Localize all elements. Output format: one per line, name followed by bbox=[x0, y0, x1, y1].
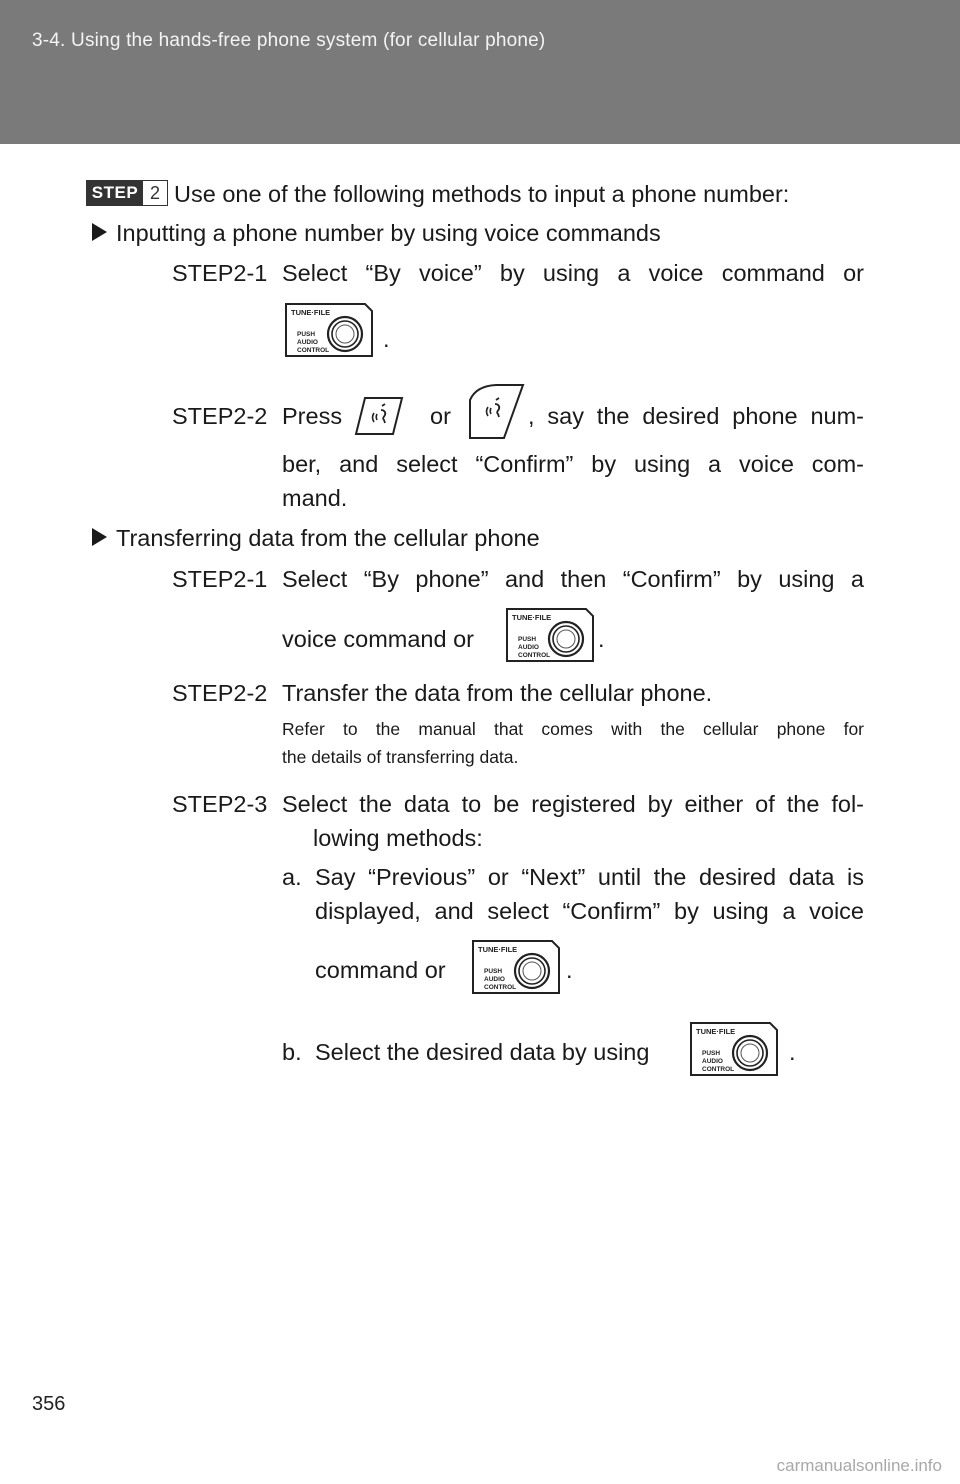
transfer-note-line1: Refer to the manual that comes with the cellular phone for bbox=[282, 719, 864, 739]
voice-step1-end: . bbox=[383, 326, 390, 352]
voice-step1-label: STEP2-1 bbox=[172, 260, 268, 286]
tune-file-knob-icon bbox=[504, 607, 596, 663]
transfer-step2-text: Transfer the data from the cellular phone. bbox=[282, 680, 713, 706]
step-badge-label: STEP bbox=[87, 181, 143, 205]
knob-label-control: CONTROL bbox=[702, 1066, 735, 1073]
transfer-step3-label: STEP2-3 bbox=[172, 791, 268, 817]
option-a-line3: command or bbox=[315, 957, 446, 983]
transfer-step1-end: . bbox=[598, 626, 605, 652]
knob-label-audio: AUDIO bbox=[484, 976, 505, 983]
option-b-text: Select the desired data by using bbox=[315, 1039, 650, 1065]
option-a-label: a. bbox=[282, 864, 302, 890]
page-number: 356 bbox=[32, 1393, 66, 1415]
voice-step2-rest: , say the desired phone num- bbox=[528, 403, 864, 429]
option-a-line1: Say “Previous” or “Next” until the desired data is bbox=[315, 864, 864, 890]
knob-label-control: CONTROL bbox=[297, 347, 330, 354]
option-a-line2: displayed, and select “Confirm” by using a voice bbox=[315, 898, 864, 924]
voice-step1-text: Select “By voice” by using a voice command or bbox=[282, 260, 864, 286]
tune-file-knob-icon bbox=[283, 302, 375, 358]
voice-step2-line3: mand. bbox=[282, 485, 348, 511]
transfer-method-heading: Transferring data from the cellular phone bbox=[116, 525, 540, 551]
option-b-label: b. bbox=[282, 1039, 302, 1065]
knob-label-push: PUSH bbox=[518, 636, 537, 643]
knob-label-tune-file: TUNE·FILE bbox=[512, 613, 552, 622]
transfer-step3-line1: Select the data to be registered by either of the fol- bbox=[282, 791, 864, 817]
knob-label-audio: AUDIO bbox=[702, 1058, 723, 1065]
knob-label-audio: AUDIO bbox=[518, 644, 539, 651]
voice-step2-label: STEP2-2 bbox=[172, 403, 268, 429]
option-b-end: . bbox=[789, 1039, 796, 1065]
section-title: 3-4. Using the hands-free phone system (for cellular phone) bbox=[32, 30, 546, 51]
talk-switch-alt-icon bbox=[466, 382, 526, 447]
transfer-step2-label: STEP2-2 bbox=[172, 680, 268, 706]
step-intro: Use one of the following methods to input a phone number: bbox=[174, 181, 790, 207]
transfer-step1-label: STEP2-1 bbox=[172, 566, 268, 592]
transfer-step1-line2: voice command or bbox=[282, 626, 474, 652]
step-badge-number: 2 bbox=[149, 182, 160, 203]
knob-label-push: PUSH bbox=[484, 968, 503, 975]
transfer-note-line2: the details of transferring data. bbox=[282, 747, 519, 767]
knob-label-tune-file: TUNE·FILE bbox=[696, 1027, 736, 1036]
step-badge bbox=[86, 180, 168, 206]
knob-label-control: CONTROL bbox=[484, 984, 517, 991]
option-a-end: . bbox=[566, 957, 573, 983]
knob-label-tune-file: TUNE·FILE bbox=[291, 308, 331, 317]
transfer-step3-line2: lowing methods: bbox=[313, 825, 483, 851]
knob-label-push: PUSH bbox=[297, 331, 316, 338]
voice-step2-or: or bbox=[430, 403, 451, 429]
tune-file-knob-icon bbox=[470, 939, 562, 995]
transfer-step1-line1: Select “By phone” and then “Confirm” by using a bbox=[282, 566, 864, 592]
talk-switch-icon bbox=[354, 396, 404, 441]
section-header bbox=[0, 0, 960, 144]
watermark: carmanualsonline.info bbox=[776, 1456, 942, 1475]
voice-step2-line2: ber, and select “Confirm” by using a voice com- bbox=[282, 451, 864, 477]
knob-label-audio: AUDIO bbox=[297, 339, 318, 346]
tune-file-knob-icon bbox=[688, 1021, 780, 1077]
knob-label-tune-file: TUNE·FILE bbox=[478, 945, 518, 954]
voice-method-heading: Inputting a phone number by using voice commands bbox=[116, 220, 661, 246]
knob-label-push: PUSH bbox=[702, 1050, 721, 1057]
voice-step2-press: Press bbox=[282, 403, 343, 429]
triangle-bullet-icon bbox=[92, 223, 107, 241]
triangle-bullet-icon bbox=[92, 528, 107, 546]
knob-label-control: CONTROL bbox=[518, 652, 551, 659]
